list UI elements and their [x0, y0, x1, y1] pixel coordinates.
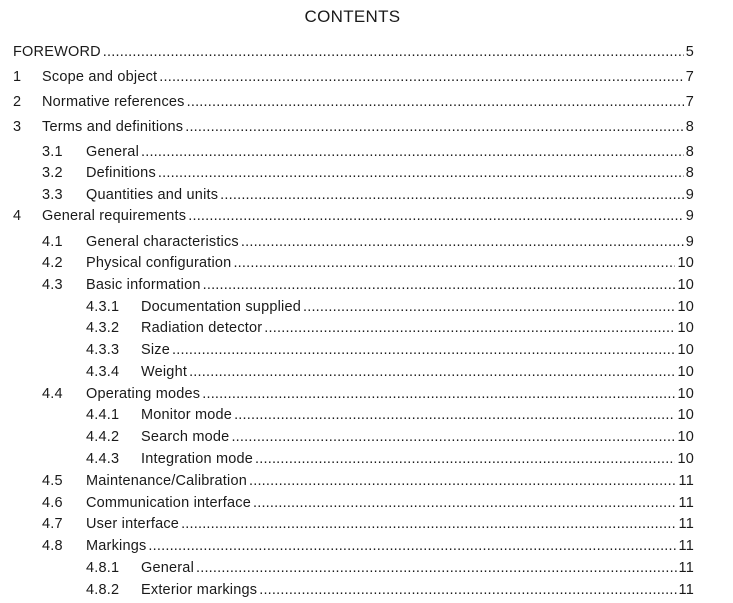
dot-leader — [189, 362, 675, 382]
toc-entry-4-4[interactable] — [0, 384, 694, 404]
toc-entry-number: 4.2 — [42, 255, 63, 271]
toc-entry-page: 11 — [678, 473, 694, 489]
toc-entry-number: 3 — [13, 119, 22, 135]
dot-leader — [159, 67, 683, 87]
dot-leader — [220, 185, 684, 205]
toc-entry-4-3-4[interactable] — [0, 362, 694, 382]
dot-leader — [234, 405, 675, 425]
toc-entry-number: 4.6 — [42, 495, 63, 511]
toc-entry-page: 10 — [677, 451, 694, 467]
dot-leader — [203, 275, 676, 295]
toc-entry-3-2[interactable] — [0, 163, 694, 183]
toc-entry-page: 9 — [685, 234, 694, 250]
toc-entry-number: 4.3.2 — [86, 320, 120, 336]
toc-entry-label: General characteristics — [86, 234, 239, 250]
toc-entry-label: Monitor mode — [141, 407, 233, 423]
toc-entry-page: 10 — [677, 320, 694, 336]
toc-entry-4-2[interactable] — [0, 253, 694, 273]
toc-entry-page: 8 — [685, 119, 694, 135]
dot-leader — [241, 232, 684, 252]
dot-leader — [264, 318, 675, 338]
toc-entry-label: Basic information — [86, 277, 201, 293]
toc-entry-4-3[interactable] — [0, 275, 694, 295]
toc-entry-label: Scope and object — [42, 69, 158, 85]
toc-entry-page: 10 — [677, 364, 694, 380]
toc-entry-4-5[interactable] — [0, 471, 694, 491]
toc-entry-foreword[interactable] — [0, 42, 694, 62]
toc-entry-label: Integration mode — [141, 451, 254, 467]
toc-entry-label: Operating modes — [86, 386, 201, 402]
toc-entry-2[interactable] — [0, 92, 694, 112]
toc-entry-number: 4.3.1 — [86, 299, 120, 315]
dot-leader — [202, 384, 675, 404]
dot-leader — [148, 536, 676, 556]
toc-entry-4-4-1[interactable] — [0, 405, 694, 425]
toc-entry-1[interactable] — [0, 67, 694, 87]
toc-entry-page: 10 — [677, 299, 694, 315]
toc-entry-4-3-2[interactable] — [0, 318, 694, 338]
toc-entry-4-7[interactable] — [0, 514, 694, 534]
toc-entry-4-8[interactable] — [0, 536, 694, 556]
toc-entry-page: 8 — [685, 165, 694, 181]
toc-entry-label: General — [86, 144, 139, 160]
toc-entry-3-1[interactable] — [0, 142, 694, 162]
page-title: CONTENTS — [304, 7, 401, 26]
toc-entry-number: 3.2 — [42, 165, 63, 181]
toc-entry-number: 4.7 — [42, 516, 63, 532]
toc-entry-label: User interface — [86, 516, 180, 532]
toc-entry-page: 10 — [677, 342, 694, 358]
toc-entry-page: 9 — [685, 187, 694, 203]
dot-leader — [103, 42, 684, 62]
toc-entry-4-4-2[interactable] — [0, 427, 694, 447]
dot-leader — [188, 206, 683, 226]
dot-leader — [233, 253, 675, 273]
toc-entry-number: 4.1 — [42, 234, 63, 250]
toc-entry-page: 7 — [685, 69, 694, 85]
toc-entry-label: Normative references — [42, 94, 185, 110]
toc-entry-number: 4.4 — [42, 386, 63, 402]
toc-entry-4-1[interactable] — [0, 232, 694, 252]
toc-entry-number: 4.3 — [42, 277, 63, 293]
toc-entry-number: 4.8.2 — [86, 582, 120, 598]
toc-entry-4[interactable] — [0, 206, 694, 226]
toc-entry-number: 4.3.4 — [86, 364, 120, 380]
toc-entry-page: 10 — [677, 255, 694, 271]
toc-entry-label: Quantities and units — [86, 187, 219, 203]
toc-entry-page: 7 — [685, 94, 694, 110]
toc-entry-4-4-3[interactable] — [0, 449, 694, 469]
toc-entry-page: 10 — [677, 429, 694, 445]
toc-entry-number: 4.4.1 — [86, 407, 120, 423]
toc-entry-number: 2 — [13, 94, 22, 110]
dot-leader — [253, 493, 677, 513]
toc-entry-label: Maintenance/Calibration — [86, 473, 247, 489]
toc-entry-number: 4.4.3 — [86, 451, 120, 467]
toc-entry-label: Radiation detector — [141, 320, 263, 336]
toc-entry-4-8-1[interactable] — [0, 558, 694, 578]
toc-entry-label: Size — [141, 342, 171, 358]
toc-entry-4-3-3[interactable] — [0, 340, 694, 360]
dot-leader — [259, 580, 676, 600]
toc-entry-number: 3.1 — [42, 144, 63, 160]
toc-entry-label: Communication interface — [86, 495, 251, 511]
toc-entry-3[interactable] — [0, 117, 694, 137]
dot-leader — [196, 558, 677, 578]
dot-leader — [249, 471, 677, 491]
toc-entry-number: 4 — [13, 208, 22, 224]
toc-entry-page: 11 — [678, 560, 694, 576]
dot-leader — [141, 142, 684, 162]
toc-entry-number: 3.3 — [42, 187, 63, 203]
toc-entry-number: 4.5 — [42, 473, 63, 489]
toc-entry-page: 10 — [677, 277, 694, 293]
toc-entry-label: General requirements — [42, 208, 187, 224]
dot-leader — [172, 340, 675, 360]
toc-entry-number: 4.8.1 — [86, 560, 120, 576]
toc-entry-page: 5 — [685, 44, 694, 60]
dot-leader — [255, 449, 675, 469]
toc-entry-page: 11 — [678, 538, 694, 554]
toc-entry-page: 10 — [677, 386, 694, 402]
toc-entry-page: 8 — [685, 144, 694, 160]
dot-leader — [303, 297, 675, 317]
toc-entry-page: 11 — [678, 582, 694, 598]
dot-leader — [158, 163, 684, 183]
dot-leader — [181, 514, 676, 534]
toc-entry-page: 11 — [678, 516, 694, 532]
toc-entry-4-3-1[interactable] — [0, 297, 694, 317]
toc-entry-label: Terms and definitions — [42, 119, 184, 135]
toc-entry-label: Weight — [141, 364, 188, 380]
toc-entry-number: 4.3.3 — [86, 342, 120, 358]
toc-entry-number: 4.4.2 — [86, 429, 120, 445]
toc-entry-page: 9 — [685, 208, 694, 224]
toc-entry-4-6[interactable] — [0, 493, 694, 513]
dot-leader — [185, 117, 684, 137]
toc-entry-label: General — [141, 560, 194, 576]
toc-entry-4-8-2[interactable] — [0, 580, 694, 600]
toc-entry-label: Physical configuration — [86, 255, 232, 271]
dot-leader — [231, 427, 675, 447]
toc-entry-label: FOREWORD — [13, 44, 101, 60]
toc-entry-3-3[interactable] — [0, 185, 694, 205]
toc-entry-label: Search mode — [141, 429, 230, 445]
toc-entry-page: 10 — [677, 407, 694, 423]
toc-entry-label: Definitions — [86, 165, 156, 181]
toc-entry-number: 1 — [13, 69, 22, 85]
toc-entry-label: Exterior markings — [141, 582, 258, 598]
toc-entry-number: 4.8 — [42, 538, 63, 554]
toc-entry-label: Markings — [86, 538, 147, 554]
toc-entry-label: Documentation supplied — [141, 299, 301, 315]
toc-entry-page: 11 — [678, 495, 694, 511]
dot-leader — [187, 92, 684, 112]
